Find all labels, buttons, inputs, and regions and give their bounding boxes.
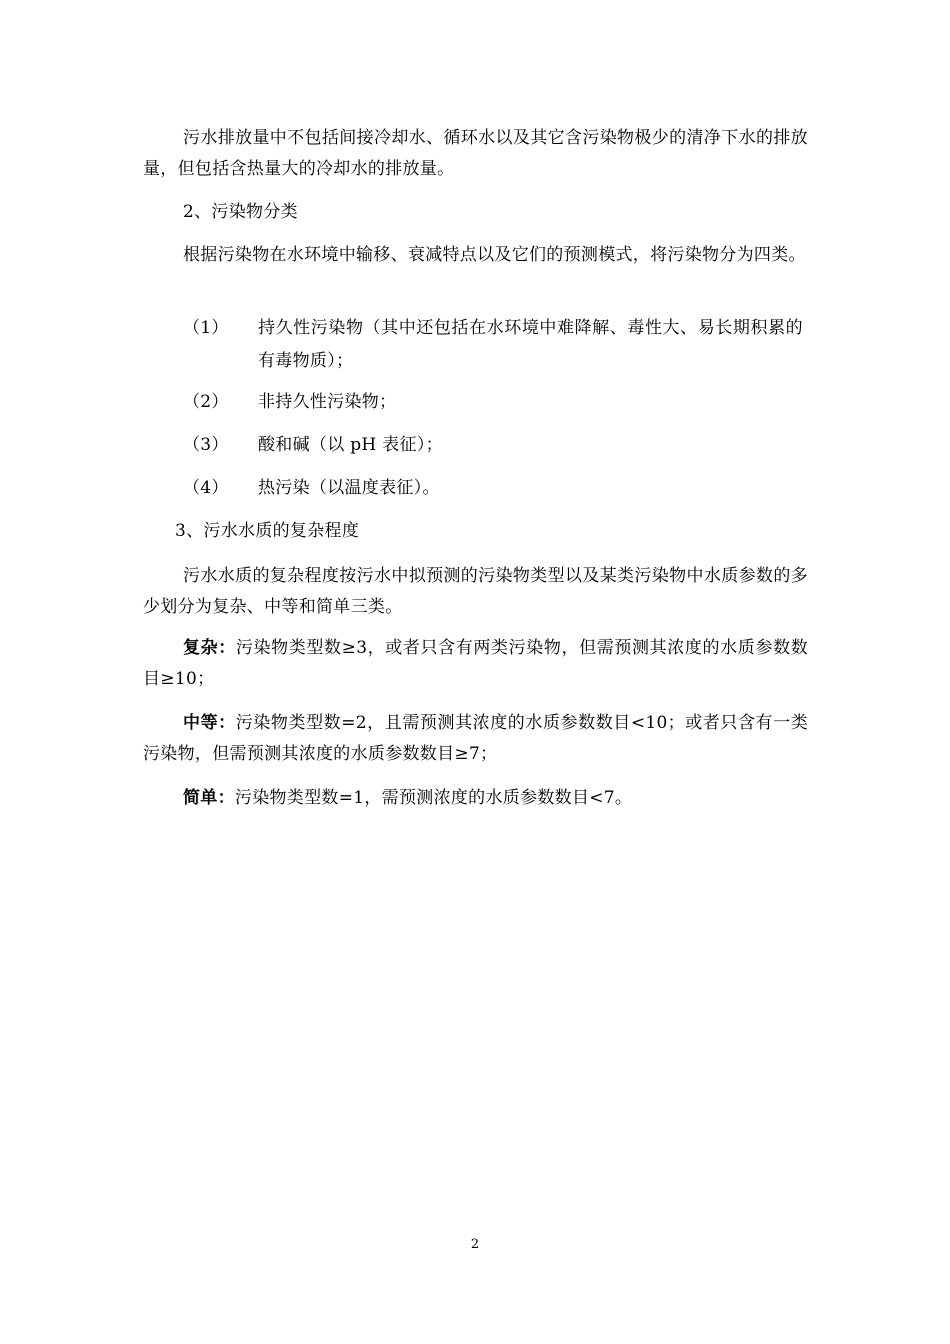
level-label: 复杂：	[183, 638, 236, 658]
paragraph-level-complex	[143, 633, 808, 695]
paragraph-wastewater-discharge: 污水排放量中不包括间接冷却水、循环水以及其它含污染物极少的清净下水的排放量，但包括含热量大的冷却水的排放量。	[143, 128, 808, 179]
list-item-number: （4）	[183, 478, 229, 498]
list-item-text: 持久性污染物（其中还包括在水环境中难降解、毒性大、易长期积累的有毒物质）；	[258, 318, 803, 371]
paragraph-level-simple	[143, 783, 808, 814]
heading-water-quality-complexity: 3、污水水质的复杂程度	[175, 521, 360, 541]
list-item-text: 酸和碱（以 pH 表征）；	[258, 435, 443, 455]
heading-pollutant-classification: 2、污染物分类	[183, 202, 298, 222]
list-item-number: （3）	[183, 435, 229, 455]
paragraph-level-medium	[143, 708, 808, 770]
level-text: 污染物类型数=1，需预测浓度的水质参数数目<7。	[234, 788, 633, 808]
list-item-number: （2）	[183, 392, 229, 412]
level-text: 污染物类型数≥3，或者只含有两类污染物，但需预测其浓度的水质参数数目≥10；	[143, 638, 808, 689]
list-item-text: 非持久性污染物；	[258, 392, 397, 412]
list-item-number: （1）	[183, 318, 229, 338]
level-text: 污染物类型数=2，且需预测其浓度的水质参数数目<10；或者只含有一类污染物，但需预测其浓度的水质参数数目≥7；	[143, 713, 808, 764]
paragraph-complexity-description: 污水水质的复杂程度按污水中拟预测的污染物类型以及某类污染物中水质参数的多少划分为复杂、中等和简单三类。	[143, 566, 808, 617]
paragraph-pollutant-classes: 根据污染物在水环境中输移、衰减特点以及它们的预测模式，将污染物分为四类。	[183, 245, 806, 265]
level-label: 中等：	[183, 713, 236, 733]
list-item-text: 热污染（以温度表征）。	[258, 478, 440, 498]
level-label: 简单：	[183, 788, 235, 808]
page-number: 2	[470, 1237, 480, 1252]
